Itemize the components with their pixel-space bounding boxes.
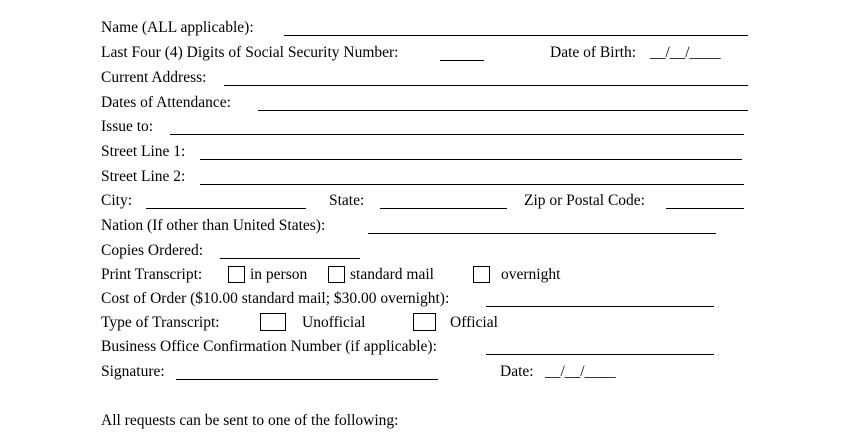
standard-mail-label: standard mail [350,266,434,283]
date-label: Date: [500,363,534,380]
dob-label: Date of Birth: [550,44,637,61]
zip-field[interactable] [666,208,744,209]
copies-field[interactable] [220,258,360,259]
confirmation-field[interactable] [486,354,714,355]
cost-label: Cost of Order ($10.00 standard mail; $30.00 overnight): [101,290,450,307]
issue-label: Issue to: [101,118,154,135]
in-person-checkbox[interactable] [228,266,245,283]
issue-field[interactable] [170,134,744,135]
state-field[interactable] [380,208,507,209]
name-label: Name (ALL applicable): [101,19,254,36]
official-checkbox[interactable] [413,313,436,331]
cost-field[interactable] [486,306,714,307]
ssn-label: Last Four (4) Digits of Social Security Number: [101,44,399,61]
name-field[interactable] [284,35,748,36]
unofficial-label: Unofficial [302,314,366,331]
copies-label: Copies Ordered: [101,242,204,259]
official-label: Official [450,314,498,331]
attendance-field[interactable] [258,110,748,111]
address-field[interactable] [224,85,748,86]
in-person-label: in person [250,266,308,283]
street1-label: Street Line 1: [101,143,186,160]
overnight-checkbox[interactable] [473,266,490,283]
street2-field[interactable] [200,184,744,185]
unofficial-checkbox[interactable] [260,313,286,331]
city-field[interactable] [146,208,306,209]
signature-field[interactable] [176,379,438,380]
state-label: State: [329,192,365,209]
zip-label: Zip or Postal Code: [524,192,645,209]
standard-mail-checkbox[interactable] [328,266,345,283]
footer-text: All requests can be sent to one of the following: [101,412,399,429]
date-field[interactable]: __/__/____ [545,363,616,380]
overnight-label: overnight [501,266,561,283]
confirmation-label: Business Office Confirmation Number (if applicable): [101,338,437,355]
print-label: Print Transcript: [101,266,203,283]
street1-field[interactable] [200,159,742,160]
city-label: City: [101,192,133,209]
dob-field[interactable]: __/__/____ [650,44,721,61]
nation-label: Nation (If other than United States): [101,217,326,234]
signature-label: Signature: [101,363,165,380]
address-label: Current Address: [101,69,207,86]
attendance-label: Dates of Attendance: [101,94,231,111]
type-label: Type of Transcript: [101,314,220,331]
nation-field[interactable] [368,233,716,234]
ssn-field[interactable] [440,60,484,61]
street2-label: Street Line 2: [101,168,186,185]
